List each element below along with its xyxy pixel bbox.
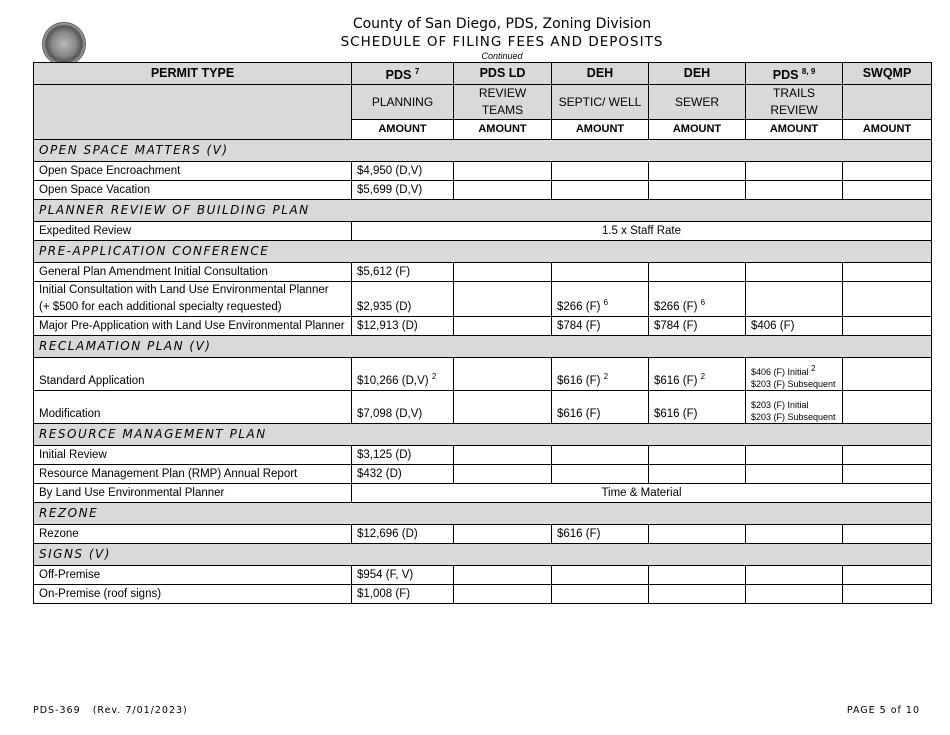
permit-type-line: On-Premise (roof signs) — [39, 588, 162, 601]
section-title: REZONE — [34, 503, 932, 525]
section-title: PRE-APPLICATION CONFERENCE — [34, 241, 932, 263]
fee-cell — [454, 566, 552, 585]
column-header — [34, 63, 352, 85]
fee-text: $4,950 (D,V) — [357, 165, 423, 178]
fee-cell — [843, 162, 932, 181]
table-row — [34, 317, 932, 336]
permit-type-line: Rezone — [39, 528, 79, 541]
column-header — [454, 63, 552, 85]
fee-cell — [454, 358, 552, 391]
permit-type — [34, 446, 352, 465]
table-row — [34, 391, 932, 424]
fee-line — [751, 378, 837, 390]
fee-text: $616 (F) — [654, 408, 698, 421]
fee-cell — [649, 446, 746, 465]
fee-cell — [843, 465, 932, 484]
fee-cell — [454, 162, 552, 181]
table-row — [34, 222, 932, 241]
fee-cell — [649, 282, 746, 317]
footnote-ref: 8, 9 — [801, 67, 816, 76]
fee-cell — [454, 181, 552, 200]
fee-cell — [454, 465, 552, 484]
amount-label: AMOUNT — [843, 120, 932, 140]
fee-text: $784 (F) — [654, 320, 698, 333]
fee-cell — [746, 585, 843, 604]
table-row — [34, 525, 932, 544]
section-title: PLANNER REVIEW OF BUILDING PLAN — [34, 200, 932, 222]
fee-cell — [843, 282, 932, 317]
permit-type-line: Expedited Review — [39, 225, 132, 238]
fee-cell — [552, 566, 649, 585]
permit-type — [34, 181, 352, 200]
fee-cell — [552, 162, 649, 181]
fee-cell — [649, 585, 746, 604]
section-row — [34, 140, 932, 162]
fee-text: $406 (F) Initial — [751, 367, 809, 378]
table-row — [34, 358, 932, 391]
fee-text: $12,913 (D) — [357, 320, 418, 333]
permit-type — [34, 317, 352, 336]
section-title: SIGNS (V) — [34, 544, 932, 566]
footnote-ref: 2 — [431, 372, 437, 382]
section-row — [34, 241, 932, 263]
fee-text: $616 (F) — [557, 375, 601, 388]
fee-cell — [352, 566, 454, 585]
fee-cell — [352, 282, 454, 317]
fee-cell — [352, 446, 454, 465]
fee-cell — [454, 391, 552, 424]
fee-cell — [352, 465, 454, 484]
permit-type — [34, 585, 352, 604]
column-name: PERMIT TYPE — [150, 66, 235, 81]
amount-label: AMOUNT — [352, 120, 454, 140]
continued-note: Continued — [481, 51, 523, 61]
section-title: OPEN SPACE MATTERS (V) — [34, 140, 932, 162]
fee-text: $616 (F) — [654, 375, 698, 388]
table-row — [34, 566, 932, 585]
fee-cell — [649, 566, 746, 585]
table-row — [34, 282, 932, 317]
column-subheader: PLANNING — [352, 85, 454, 120]
fee-cell — [352, 391, 454, 424]
fee-cell — [843, 181, 932, 200]
permit-type — [34, 263, 352, 282]
permit-type-line: Off-Premise — [39, 569, 101, 582]
fee-text: $784 (F) — [557, 320, 601, 333]
column-header — [352, 63, 454, 85]
column-header — [552, 63, 649, 85]
fee-text: $203 (F) Initial — [751, 400, 809, 411]
permit-type — [34, 358, 352, 391]
fee-line — [751, 363, 837, 378]
fee-text: $10,266 (D,V) — [357, 375, 429, 388]
fee-cell — [352, 181, 454, 200]
column-subheader: SEPTIC/ WELL — [552, 85, 649, 120]
fee-text: $7,098 (D,V) — [357, 408, 423, 421]
amount-label: AMOUNT — [649, 120, 746, 140]
fee-text: $266 (F) — [654, 301, 698, 314]
fee-cell — [843, 391, 932, 424]
page-number: PAGE 5 of 10 — [846, 705, 920, 716]
column-header — [649, 63, 746, 85]
fee-cell — [352, 317, 454, 336]
permit-type — [34, 525, 352, 544]
column-subheader: TRAILS REVIEW — [746, 85, 843, 120]
fee-cell — [649, 181, 746, 200]
fee-cell — [552, 525, 649, 544]
fee-span: 1.5 x Staff Rate — [352, 222, 932, 241]
fee-text: $2,935 (D) — [357, 301, 412, 314]
permit-type-blank — [34, 85, 352, 140]
fee-cell — [352, 525, 454, 544]
fee-text: $1,008 (F) — [357, 588, 411, 601]
fee-cell — [843, 566, 932, 585]
table-row — [34, 465, 932, 484]
fee-cell — [746, 358, 843, 391]
table-row — [34, 585, 932, 604]
fee-cell — [843, 446, 932, 465]
fee-text: $203 (F) Subsequent — [751, 412, 836, 423]
permit-type-line: Standard Application — [39, 375, 145, 388]
fee-text: $12,696 (D) — [357, 528, 418, 541]
fee-cell — [552, 585, 649, 604]
column-name: DEH — [683, 66, 711, 81]
column-name: PDS — [772, 68, 799, 83]
section-title: RESOURCE MANAGEMENT PLAN — [34, 424, 932, 446]
permit-type-line: Open Space Vacation — [39, 184, 151, 197]
amount-label: AMOUNT — [454, 120, 552, 140]
fee-cell — [352, 358, 454, 391]
permit-type-line: Modification — [39, 408, 101, 421]
fee-text: $5,612 (F) — [357, 266, 411, 279]
fee-cell — [649, 525, 746, 544]
amount-label: AMOUNT — [746, 120, 843, 140]
fee-cell — [843, 525, 932, 544]
fee-cell — [454, 585, 552, 604]
permit-type — [34, 484, 352, 503]
fee-cell — [843, 263, 932, 282]
fee-cell — [352, 263, 454, 282]
fee-cell — [746, 317, 843, 336]
fee-cell — [552, 282, 649, 317]
permit-type-line: Major Pre-Application with Land Use Environmental Planner — [39, 320, 345, 333]
section-row — [34, 544, 932, 566]
column-subheader: REVIEW TEAMS — [454, 85, 552, 120]
section-row — [34, 503, 932, 525]
fee-cell — [552, 263, 649, 282]
fee-cell — [843, 358, 932, 391]
fee-text: $432 (D) — [357, 468, 402, 481]
fee-text: $954 (F, V) — [357, 569, 414, 582]
fee-cell — [552, 181, 649, 200]
fee-cell — [746, 465, 843, 484]
permit-type — [34, 162, 352, 181]
fee-cell — [552, 391, 649, 424]
permit-type — [34, 282, 352, 317]
fee-cell — [649, 162, 746, 181]
fee-line — [751, 399, 837, 411]
footnote-ref: 2 — [700, 372, 706, 382]
fee-text: $203 (F) Subsequent — [751, 379, 836, 390]
fee-cell — [746, 566, 843, 585]
permit-type-line: By Land Use Environmental Planner — [39, 487, 225, 500]
fee-cell — [746, 162, 843, 181]
fee-cell — [746, 181, 843, 200]
fee-cell — [843, 585, 932, 604]
table-row — [34, 446, 932, 465]
fee-cell — [552, 465, 649, 484]
permit-type-line: Resource Management Plan (RMP) Annual Report — [39, 468, 298, 481]
footnote-ref: 2 — [811, 364, 816, 374]
column-subheader — [843, 85, 932, 120]
permit-type-line: Initial Review — [39, 449, 107, 462]
fee-cell — [746, 525, 843, 544]
fee-cell — [649, 317, 746, 336]
column-name: SWQMP — [862, 66, 912, 81]
footnote-ref: 7 — [414, 67, 420, 76]
column-header — [746, 63, 843, 85]
doc-subtitle: SCHEDULE OF FILING FEES AND DEPOSITS — [340, 34, 664, 50]
fee-cell — [649, 358, 746, 391]
footnote-ref: 6 — [700, 298, 706, 308]
fee-span: Time & Material — [352, 484, 932, 503]
fee-line — [751, 411, 837, 423]
fee-text: $266 (F) — [557, 301, 601, 314]
section-row — [34, 200, 932, 222]
fee-cell — [454, 446, 552, 465]
fee-cell — [352, 162, 454, 181]
amount-label: AMOUNT — [552, 120, 649, 140]
permit-type — [34, 465, 352, 484]
section-title: RECLAMATION PLAN (V) — [34, 336, 932, 358]
fee-cell — [746, 446, 843, 465]
fee-cell — [552, 317, 649, 336]
fee-cell — [454, 525, 552, 544]
section-row — [34, 424, 932, 446]
permit-type-line: (+ $500 for each additional specialty requested) — [39, 301, 282, 314]
fee-cell — [746, 282, 843, 317]
permit-type-line: General Plan Amendment Initial Consultation — [39, 266, 268, 279]
fee-text: $406 (F) — [751, 320, 795, 333]
column-header-row — [34, 63, 932, 85]
permit-type — [34, 566, 352, 585]
permit-type — [34, 222, 352, 241]
fee-text: $616 (F) — [557, 408, 601, 421]
fee-cell — [552, 446, 649, 465]
fee-cell — [352, 585, 454, 604]
column-name: PDS — [385, 68, 412, 83]
fee-cell — [649, 465, 746, 484]
permit-type-line: Initial Consultation with Land Use Environmental Planner — [39, 284, 329, 297]
permit-type — [34, 391, 352, 424]
fee-text: $616 (F) — [557, 528, 601, 541]
table-row — [34, 484, 932, 503]
column-name: DEH — [586, 66, 614, 81]
footnote-ref: 2 — [603, 372, 609, 382]
fee-text: $3,125 (D) — [357, 449, 412, 462]
fee-table — [33, 62, 932, 604]
fee-cell — [746, 391, 843, 424]
fee-text: $5,699 (D,V) — [357, 184, 423, 197]
column-header — [843, 63, 932, 85]
section-row — [34, 336, 932, 358]
fee-cell — [454, 263, 552, 282]
table-row — [34, 263, 932, 282]
doc-title: County of San Diego, PDS, Zoning Division — [352, 16, 652, 32]
column-subheader: SEWER — [649, 85, 746, 120]
column-subheader-row — [34, 85, 932, 120]
fee-cell — [454, 282, 552, 317]
fee-cell — [552, 358, 649, 391]
column-name: PDS LD — [479, 66, 526, 81]
fee-cell — [746, 263, 843, 282]
fee-cell — [454, 317, 552, 336]
footnote-ref: 6 — [603, 298, 609, 308]
fee-cell — [843, 317, 932, 336]
table-row — [34, 181, 932, 200]
fee-cell — [649, 263, 746, 282]
permit-type-line: Open Space Encroachment — [39, 165, 181, 178]
fee-cell — [649, 391, 746, 424]
table-row — [34, 162, 932, 181]
form-number: PDS-369 (Rev. 7/01/2023) — [33, 705, 188, 716]
